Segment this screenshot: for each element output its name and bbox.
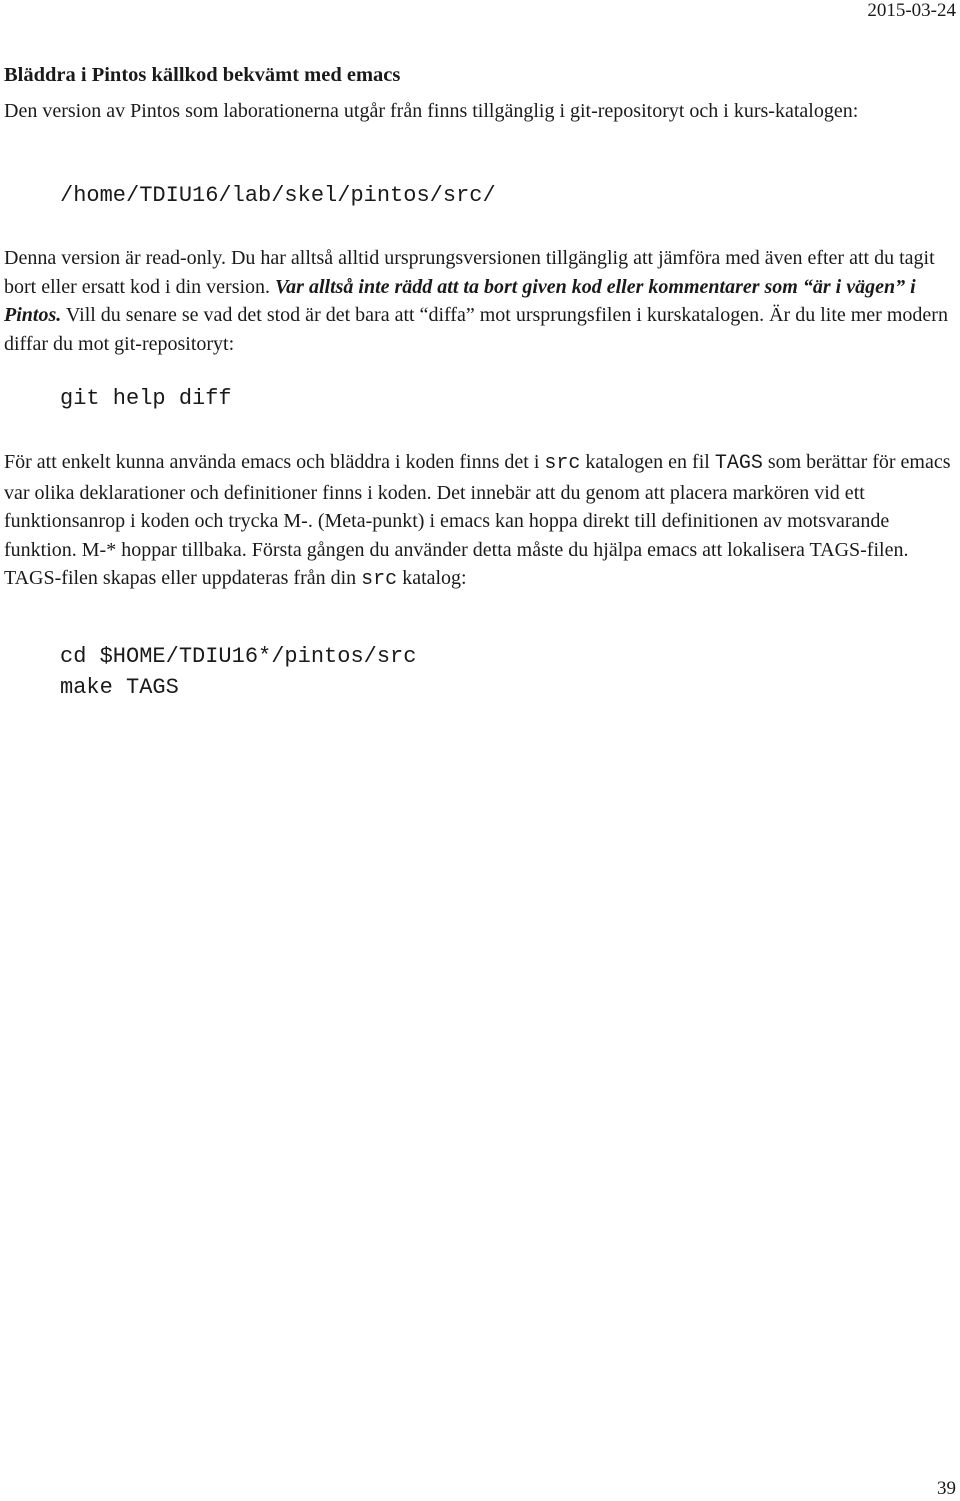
header-date: 2015-03-24 bbox=[867, 0, 956, 21]
readonly-emphasis: Var alltså inte rädd att ta bort given kod eller kommentarer som “är i vägen” i Pintos. bbox=[4, 275, 916, 327]
code-cd-pintos: cd $HOME/TDIU16*/pintos/src bbox=[60, 644, 417, 669]
code-make-tags: make TAGS bbox=[60, 675, 179, 700]
intro-paragraph: Den version av Pintos som laborationerna utgår från finns tillgänglig i git-repositoryt och i kurs-katalogen: bbox=[4, 100, 859, 122]
page-number: 39 bbox=[937, 1478, 956, 1499]
readonly-paragraph bbox=[4, 244, 956, 358]
code-git-help-diff: git help diff bbox=[60, 386, 232, 411]
readonly-text-2: Vill du senare se vad det stod är det bara att “diffa” mot ursprungsfilen i kurskatalogen. Är du lite mer modern diffar du mot git-repositoryt: bbox=[4, 304, 948, 355]
readonly-text-1: Denna version är read-only. Du har alltså alltid ursprungsversionen tillgänglig att jämföra med även efter att du tagit bort eller ersatt kod i din version. bbox=[4, 247, 935, 298]
tags-text-1: För att enkelt kunna använda emacs och bläddra i koden finns det i bbox=[4, 451, 545, 473]
section-title: Bläddra i Pintos källkod bekvämt med emacs bbox=[4, 64, 401, 86]
tags-text-3: som berättar för emacs var olika deklarationer och definitioner finns i koden. Det innebär att du genom att placera markören vid ett funktionsanrop i koden och trycka M-. (Meta-punkt) i emacs kan hoppa direkt till definitionen av motsvarande funktion. M-* hoppar tillbaka. Första gången du använder detta måste du hjälpa emacs att lokalisera TAGS-filen. TAGS-filen skapas eller uppdateras från din bbox=[4, 451, 951, 590]
inline-code-src: src bbox=[544, 452, 581, 475]
inline-code-tags: TAGS bbox=[714, 452, 763, 475]
inline-code-src-2: src bbox=[361, 568, 398, 592]
code-path-skel: /home/TDIU16/lab/skel/pintos/src/ bbox=[60, 183, 496, 208]
tags-text-2: katalogen en fil bbox=[580, 451, 715, 473]
tags-paragraph bbox=[4, 448, 956, 595]
tags-text-4: katalog: bbox=[397, 567, 467, 590]
